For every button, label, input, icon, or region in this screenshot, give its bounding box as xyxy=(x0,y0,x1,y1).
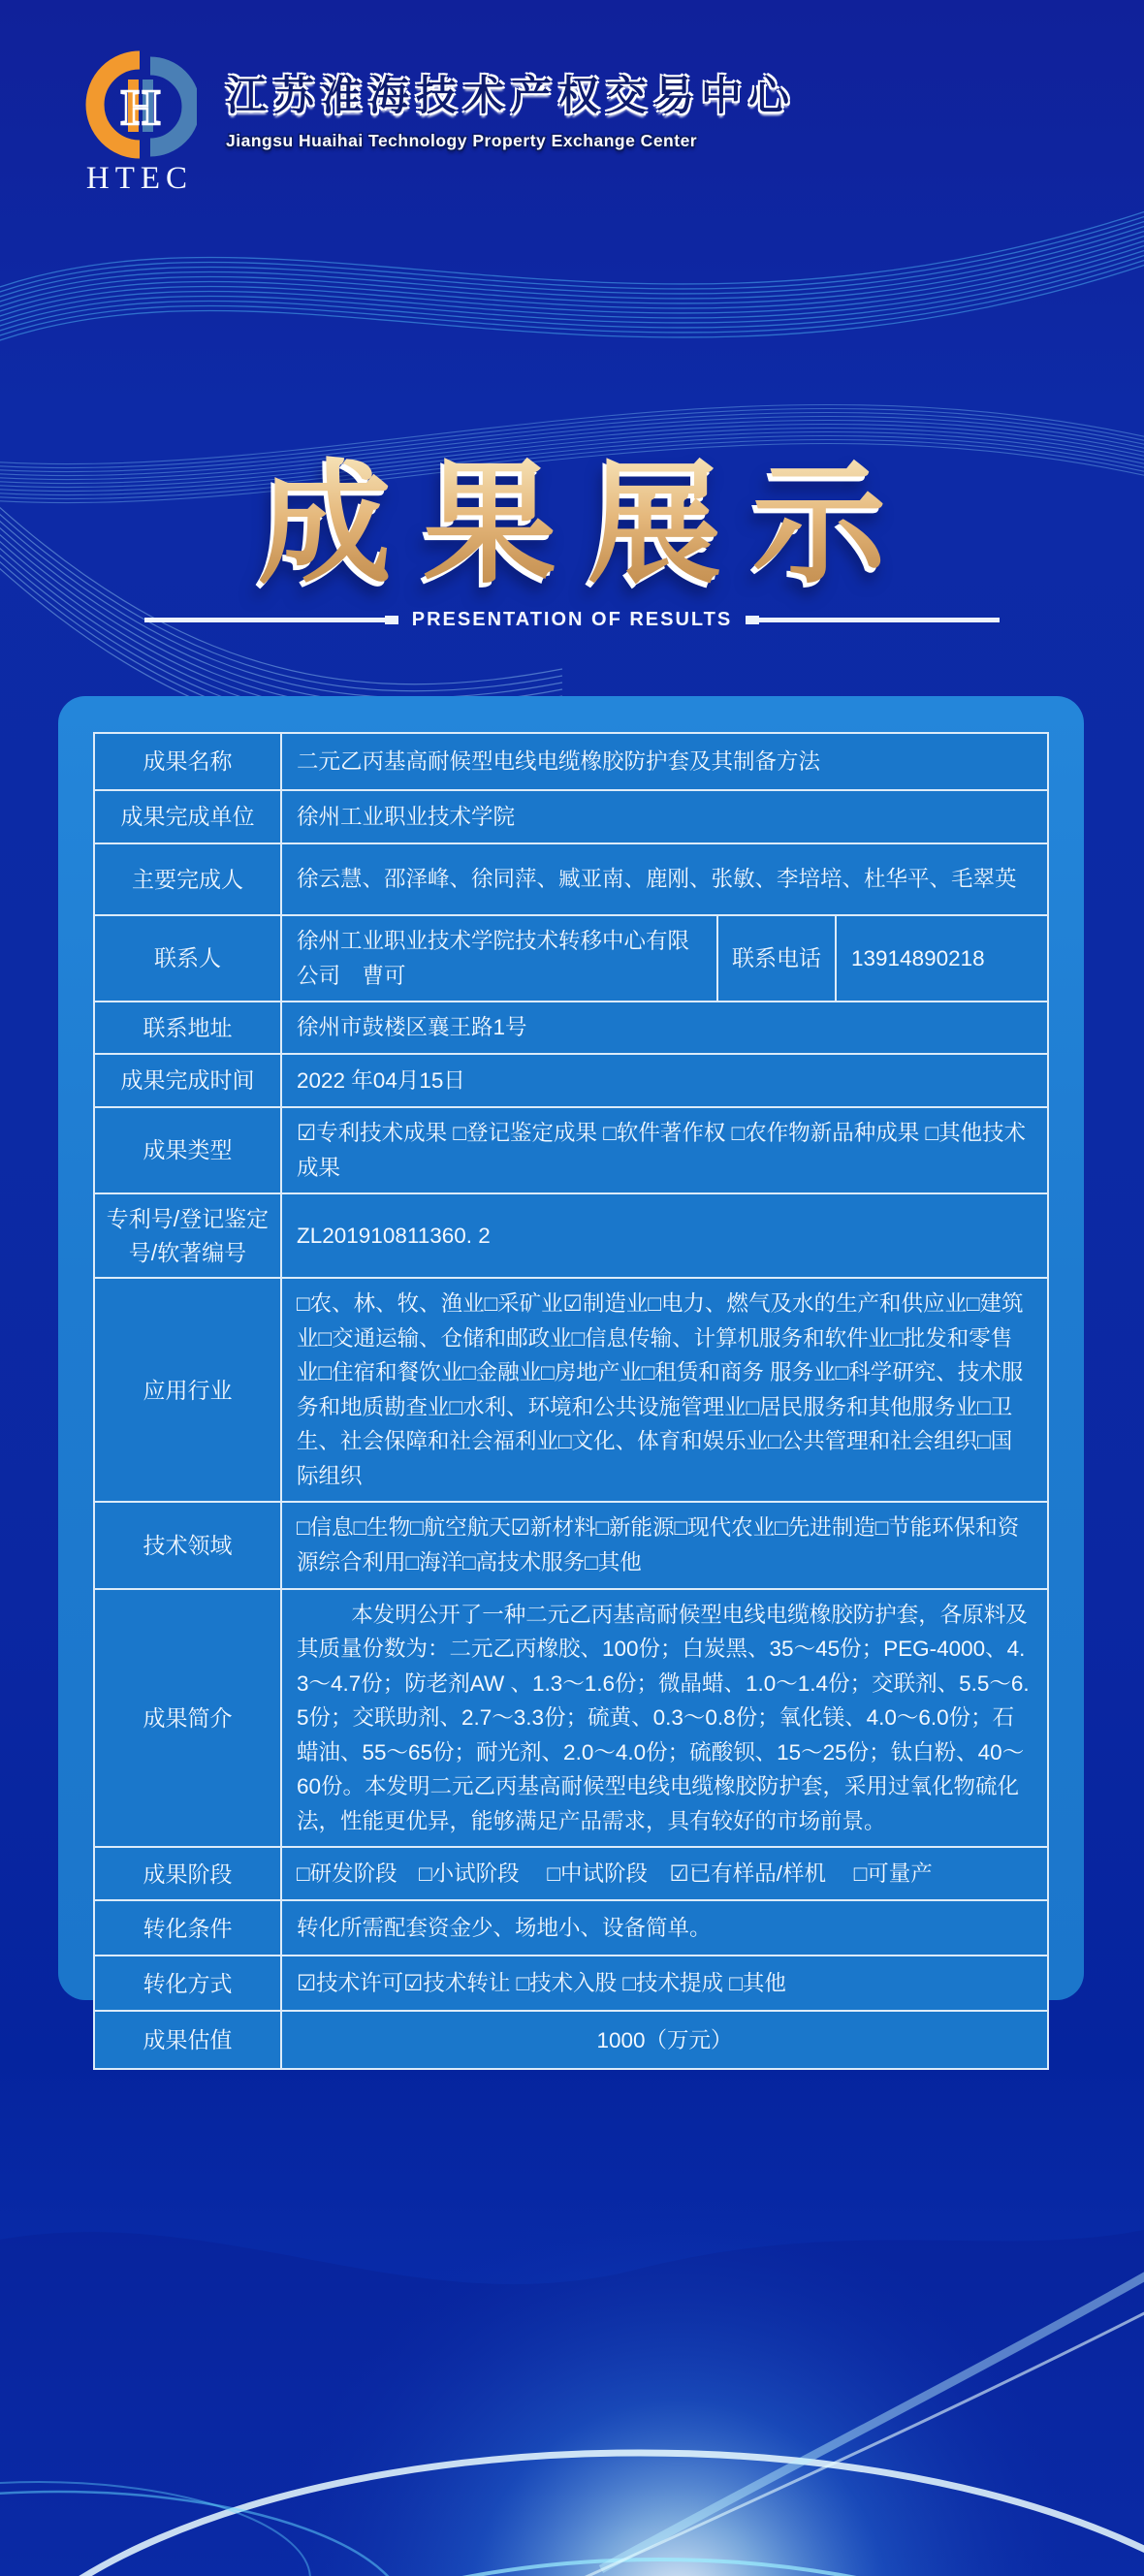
table-row xyxy=(95,1955,1047,2010)
table-row xyxy=(95,1001,1047,1053)
table-row xyxy=(95,1588,1047,1847)
row-label: 成果估值 xyxy=(95,2012,282,2068)
row-value: □信息□生物□航空航天☑新材料□新能源□现代农业□先进制造□节能环保和资源综合利用□海洋□高技术服务□其他 xyxy=(297,1515,1020,1575)
page-title: 成果展示 xyxy=(227,417,917,609)
subtitle-line-right xyxy=(759,618,1000,622)
htec-logo-icon xyxy=(82,50,197,159)
row-value: 1000（万元） xyxy=(596,2027,733,2052)
row-value: 转化所需配套资金少、场地小、设备简单。 xyxy=(297,1916,712,1941)
table-row xyxy=(95,1106,1047,1193)
table-row xyxy=(95,843,1047,914)
row-label: 联系人 xyxy=(95,916,282,1001)
row-value: 2022 年04月15日 xyxy=(297,1067,465,1093)
table-row xyxy=(95,1193,1047,1277)
header xyxy=(82,50,796,197)
table-row xyxy=(95,1846,1047,1899)
row-value: ☑专利技术成果 □登记鉴定成果 □软件著作权 □农作物新品种成果 □其他技术成果 xyxy=(297,1121,1027,1180)
subtitle-nub-right xyxy=(746,616,759,624)
row-label: 成果阶段 xyxy=(95,1848,282,1899)
row-value: ZL201910811360. 2 xyxy=(297,1223,491,1248)
row-label: 成果类型 xyxy=(95,1108,282,1193)
org-name-en: Jiangsu Huaihai Technology Property Exchange Center xyxy=(226,131,698,150)
phone-value: 13914890218 xyxy=(851,945,985,970)
contact-name: 徐州工业职业技术学院技术转移中心有限公司 曹可 xyxy=(282,916,718,1001)
row-label: 应用行业 xyxy=(95,1279,282,1501)
row-label: 转化条件 xyxy=(95,1901,282,1955)
table-row xyxy=(95,2010,1047,2068)
row-value: 徐州工业职业技术学院 xyxy=(297,804,516,829)
abstract-text: 本发明公开了一种二元乙丙基高耐候型电线电缆橡胶防护套，各原料及其质量份数为：二元乙丙橡胶、100份；白炭黑、35～45份；PEG-4000、4.3～4.7份；防老剂AW 、1.3～1.6份；微晶蜡、1.0～1.4份；交联剂、5.5～6.5份；交联助剂、2.7～3.3份；硫黄、0.3～0.8份；氧化镁、4.0～6.0份；石蜡油、55～65份；耐光剂、2.0～4.0份；硫酸钡、15～25份；钛白粉、40～60份。本发明二元乙丙基高耐候型电线电缆橡胶防护套，采用过氧化物硫化法，性能更优异，能够满足产品需求，具有较好的市场前景。 xyxy=(297,1602,1030,1833)
phone-label: 联系电话 xyxy=(718,916,837,1001)
row-value: □农、林、牧、渔业□采矿业☑制造业□电力、燃气及水的生产和供应业□建筑业□交通运输、仓储和邮政业□信息传输、计算机服务和软件业□批发和零售业□住宿和餐饮业□金融业□房地产业□租赁和商务 服务业□科学研究、技术服务和地质勘查业□水利、环境和公共设施管理业□居民服务和其他服务业□卫生、社会保障和社会福利业□文化、体育和娱乐业□公共管理和社会组织□国际组织 xyxy=(297,1291,1024,1488)
row-label: 专利号/登记鉴定号/软著编号 xyxy=(95,1194,282,1277)
table-row xyxy=(95,1053,1047,1106)
row-label: 成果名称 xyxy=(95,734,282,789)
row-label: 成果简介 xyxy=(95,1590,282,1847)
table-row xyxy=(95,734,1047,789)
page-subtitle: PRESENTATION OF RESULTS xyxy=(411,609,733,630)
table-row xyxy=(95,1899,1047,1955)
table-row xyxy=(95,789,1047,843)
row-value: 徐云慧、邵泽峰、徐同萍、臧亚南、鹿刚、张敏、李培培、杜华平、毛翠英 xyxy=(297,867,1017,892)
row-value: ☑技术许可☑技术转让 □技术入股 □技术提成 □其他 xyxy=(297,1971,786,1996)
results-table xyxy=(93,732,1049,2070)
row-label: 技术领域 xyxy=(95,1503,282,1587)
row-label: 转化方式 xyxy=(95,1956,282,2010)
row-value: 二元乙丙基高耐候型电线电缆橡胶防护套及其制备方法 xyxy=(297,748,821,774)
row-label: 成果完成单位 xyxy=(95,791,282,843)
info-panel xyxy=(58,696,1084,2053)
org-name-cn: 江苏淮海技术产权交易中心 xyxy=(226,73,797,118)
row-value xyxy=(282,1590,1047,1847)
table-row-contact xyxy=(95,914,1047,1001)
logo-abbr: HTEC xyxy=(85,161,194,196)
org-names xyxy=(226,64,796,151)
svg-text:H: H xyxy=(120,80,161,136)
table-row xyxy=(95,1501,1047,1587)
htec-logo xyxy=(82,50,197,197)
banner xyxy=(0,417,1144,631)
subtitle-row xyxy=(0,609,1144,631)
row-value: □研发阶段 □小试阶段 □中试阶段 ☑已有样品/样机 □可量产 xyxy=(297,1861,933,1887)
row-label: 主要完成人 xyxy=(95,844,282,914)
subtitle-line-left xyxy=(144,618,385,622)
row-value: 徐州市鼓楼区襄王路1号 xyxy=(297,1015,527,1040)
subtitle-nub-left xyxy=(385,616,398,624)
row-label: 联系地址 xyxy=(95,1002,282,1053)
table-row xyxy=(95,1277,1047,1501)
row-label: 成果完成时间 xyxy=(95,1055,282,1106)
